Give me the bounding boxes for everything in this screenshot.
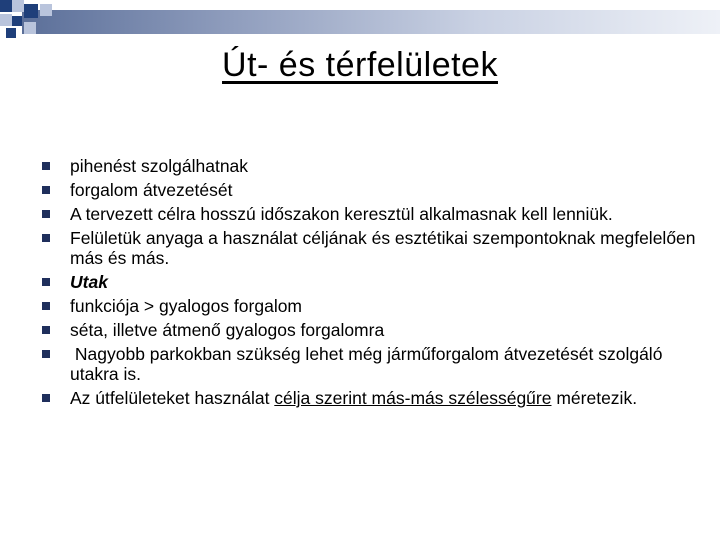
bullet-item <box>40 180 700 200</box>
bullet-text-pre: Az útfelületeket használat <box>70 388 275 408</box>
bullet-item <box>40 272 700 292</box>
decor-square <box>0 14 12 26</box>
decor-square <box>0 0 12 12</box>
bullet-item <box>40 296 700 316</box>
bullet-list <box>40 156 700 412</box>
bullet-text: Felületük anyaga a használat céljának és esztétikai szempontoknak megfelelően más és más. <box>70 228 696 268</box>
square-bullet-icon <box>42 302 50 310</box>
bullet-text-post: méretezik. <box>551 388 638 408</box>
decor-square <box>12 16 22 26</box>
square-bullet-icon <box>42 326 50 334</box>
bullet-text: séta, illetve átmenő gyalogos forgalomra <box>70 320 385 340</box>
bullet-item <box>40 388 700 408</box>
bullet-text-heading: Utak <box>70 272 108 292</box>
slide-title: Út- és térfelületek <box>222 46 498 84</box>
bullet-item <box>40 204 700 224</box>
square-bullet-icon <box>42 162 50 170</box>
decor-square <box>40 4 52 16</box>
decor-square <box>24 4 38 18</box>
bullet-item <box>40 344 700 384</box>
square-bullet-icon <box>42 350 50 358</box>
decor-square <box>12 0 24 12</box>
square-bullet-icon <box>42 210 50 218</box>
bullet-item <box>40 156 700 176</box>
bullet-item <box>40 228 700 268</box>
decor-square <box>24 22 36 34</box>
bullet-text: pihenést szolgálhatnak <box>70 156 249 176</box>
bullet-text: Nagyobb parkokban szükség lehet még járműforgalom átvezetését szolgáló utakra is. <box>70 344 668 384</box>
square-bullet-icon <box>42 278 50 286</box>
decor-square <box>6 28 16 38</box>
bullet-text-underlined: célja szerint más-más szélességűre <box>274 388 552 408</box>
bullet-item <box>40 320 700 340</box>
bullet-text: A tervezett célra hosszú időszakon keresztül alkalmasnak kell lenniük. <box>70 204 613 224</box>
square-bullet-icon <box>42 394 50 402</box>
bullet-text: funkciója > gyalogos forgalom <box>70 296 303 316</box>
square-bullet-icon <box>42 186 50 194</box>
header-gradient-bar <box>22 10 720 34</box>
square-bullet-icon <box>42 234 50 242</box>
bullet-text: forgalom átvezetését <box>70 180 233 200</box>
